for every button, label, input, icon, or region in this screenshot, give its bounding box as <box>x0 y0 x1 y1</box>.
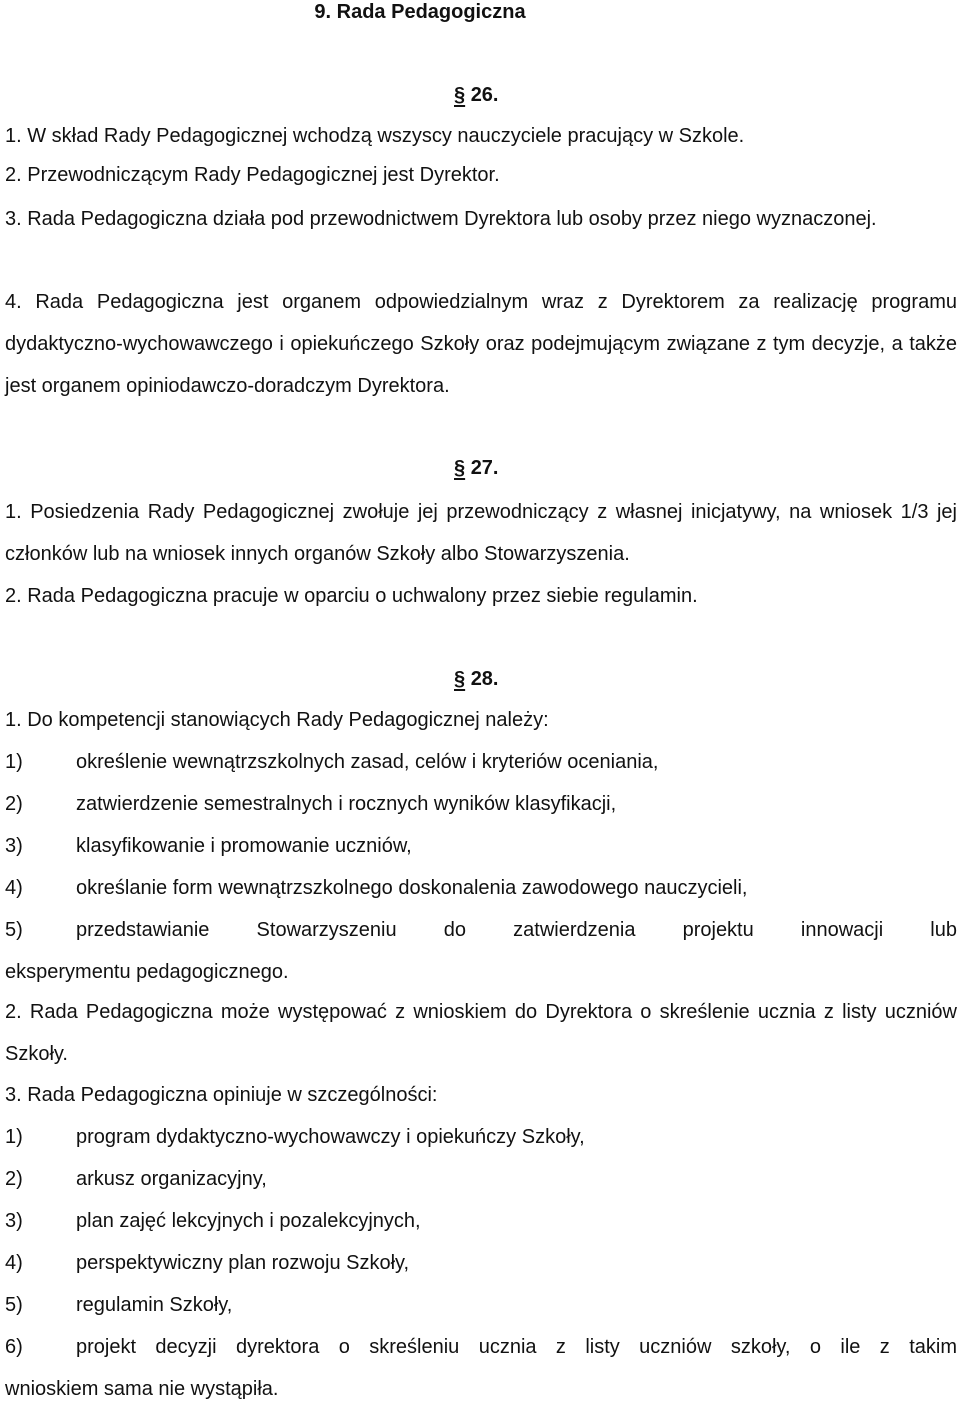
list-item-text: arkusz organizacyjny, <box>76 1168 267 1190</box>
list-item-continuation: wnioskiem sama nie wystąpiła. <box>5 1378 279 1400</box>
paragraph-26-2: 2. Przewodniczącym Rady Pedagogicznej jest Dyrektor. <box>5 164 500 186</box>
paragraph-sign: § <box>454 668 466 690</box>
list-item-text: określanie form wewnątrzszkolnego doskonalenia zawodowego nauczycieli, <box>76 877 748 899</box>
list-item-number: 4) <box>5 877 23 899</box>
list-item <box>5 825 957 867</box>
list-item-number: 5) <box>5 919 23 941</box>
chapter-title: 9. Rada Pedagogiczna <box>314 1 526 23</box>
list-item <box>5 909 957 951</box>
paragraph-27-1: 1. Posiedzenia Rady Pedagogicznej zwołuje jej przewodniczący z własnej inicjatywy, na wniosek 1/3 jej członków lub na wniosek innych organów Szkoły albo Stowarzyszenia. <box>5 501 957 565</box>
list-item-number: 4) <box>5 1252 23 1274</box>
paragraph-27-2: 2. Rada Pedagogiczna pracuje w oparciu o uchwalony przez siebie regulamin. <box>5 585 698 607</box>
list-item-number: 5) <box>5 1294 23 1316</box>
section-heading-28 <box>454 666 499 692</box>
section-number: 27. <box>470 457 499 479</box>
list-item-number: 2) <box>5 793 23 815</box>
paragraph-sign: § <box>454 457 466 479</box>
paragraph-28-3: 3. Rada Pedagogiczna opiniuje w szczególności: <box>5 1084 438 1106</box>
list-item-text: określenie wewnątrzszkolnych zasad, celów i kryteriów oceniania, <box>76 751 659 773</box>
list-item-continuation: eksperymentu pedagogicznego. <box>5 961 289 983</box>
list-item-text: perspektywiczny plan rozwoju Szkoły, <box>76 1252 410 1274</box>
paragraph-26-1: 1. W skład Rady Pedagogicznej wchodzą wszyscy nauczyciele pracujący w Szkole. <box>5 125 745 147</box>
list-item <box>5 1158 957 1200</box>
list-item-text: klasyfikowanie i promowanie uczniów, <box>76 835 412 857</box>
list-item <box>5 1200 957 1242</box>
list-item-number: 1) <box>5 1126 23 1148</box>
list-item <box>5 1116 957 1158</box>
list-item <box>5 1284 957 1326</box>
paragraph-sign: § <box>454 84 466 106</box>
list-item <box>5 741 957 783</box>
section-number: 28. <box>470 668 499 690</box>
list-item-number: 1) <box>5 751 23 773</box>
paragraph-28-1: 1. Do kompetencji stanowiących Rady Pedagogicznej należy: <box>5 709 549 731</box>
list-item <box>5 867 957 909</box>
list-item <box>5 1326 957 1368</box>
list-item-text: program dydaktyczno-wychowawczy i opiekuńczy Szkoły, <box>76 1126 585 1148</box>
list-item-text: zatwierdzenie semestralnych i rocznych wyników klasyfikacji, <box>76 793 617 815</box>
list-item-number: 3) <box>5 1210 23 1232</box>
list-item-number: 3) <box>5 835 23 857</box>
list-item-text: przedstawianie Stowarzyszeniu do zatwierdzenia projektu innowacji lub <box>76 919 957 941</box>
section-heading-26 <box>454 82 499 108</box>
paragraph-28-2: 2. Rada Pedagogiczna może występować z wnioskiem do Dyrektora o skreślenie ucznia z listy uczniów Szkoły. <box>5 1001 957 1065</box>
competence-list <box>5 741 957 993</box>
list-item <box>5 1242 957 1284</box>
list-item-text: regulamin Szkoły, <box>76 1294 233 1316</box>
section-number: 26. <box>470 84 499 106</box>
section-heading-27 <box>454 455 499 481</box>
paragraph-26-3: 3. Rada Pedagogiczna działa pod przewodnictwem Dyrektora lub osoby przez niego wyznaczonej. <box>5 208 877 230</box>
paragraph-26-4: 4. Rada Pedagogiczna jest organem odpowiedzialnym wraz z Dyrektorem za realizację programu dydaktyczno-wychowawczego i opiekuńczego Szkoły oraz podejmującym związane z tym decyzje, a także jest organem opiniodawczo-doradczym Dyrektora. <box>5 291 957 397</box>
list-item-number: 6) <box>5 1336 23 1358</box>
list-item-text: projekt decyzji dyrektora o skreśleniu ucznia z listy uczniów szkoły, o ile z takim <box>76 1336 957 1358</box>
list-item-number: 2) <box>5 1168 23 1190</box>
opinion-list <box>5 1116 957 1410</box>
list-item-text: plan zajęć lekcyjnych i pozalekcyjnych, <box>76 1210 421 1232</box>
list-item <box>5 783 957 825</box>
